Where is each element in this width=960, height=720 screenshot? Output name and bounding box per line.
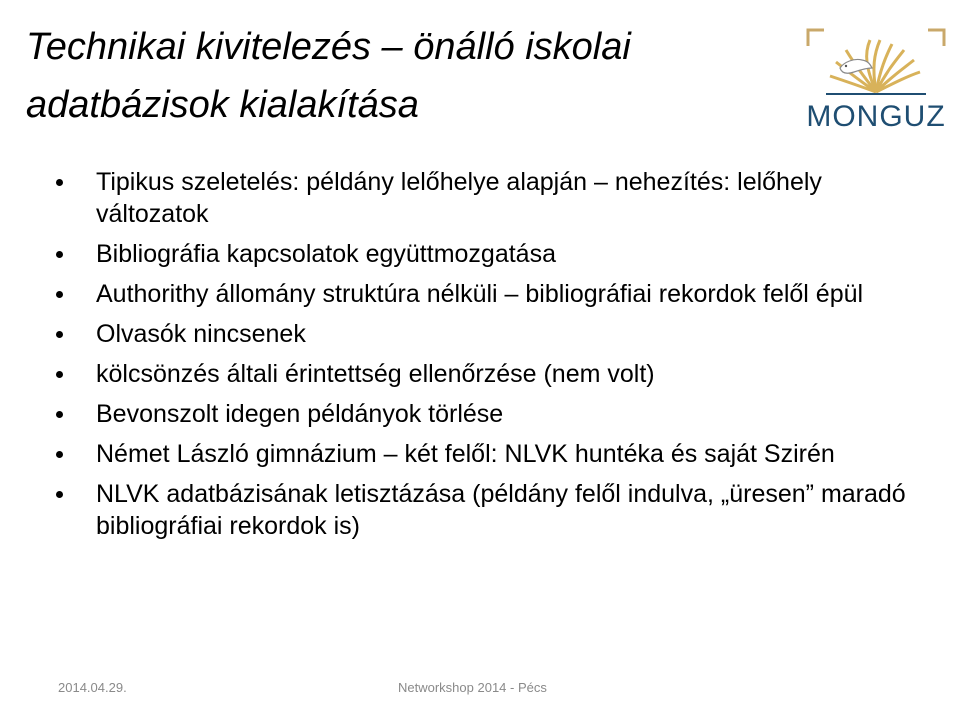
list-item	[54, 166, 934, 230]
bullet-text: Authorithy állomány struktúra nélküli – bibliográfiai rekordok felől épül	[96, 280, 864, 308]
bullet-dot-icon	[56, 291, 63, 298]
monguz-logo-icon	[806, 28, 946, 100]
list-item	[54, 318, 934, 350]
bullet-text: NLVK adatbázisának letisztázása (példány felől indulva, „üresen” maradó bibliográfiai rekordok is)	[96, 480, 906, 540]
slide-title	[26, 18, 786, 134]
monguz-logo	[806, 28, 946, 136]
logo-text: MONGUZ	[806, 100, 946, 133]
bullet-dot-icon	[56, 251, 63, 258]
list-item	[54, 438, 934, 470]
bullet-dot-icon	[56, 411, 63, 418]
bullet-dot-icon	[56, 179, 63, 186]
footer-event: Networkshop 2014 - Pécs	[398, 680, 547, 695]
bullet-text: Bibliográfia kapcsolatok együttmozgatása	[96, 240, 556, 268]
title-line-2: adatbázisok kialakítása	[26, 84, 419, 126]
bullet-dot-icon	[56, 491, 63, 498]
list-item	[54, 478, 934, 542]
list-item	[54, 238, 934, 270]
bullet-text: Olvasók nincsenek	[96, 320, 306, 348]
bullet-dot-icon	[56, 451, 63, 458]
bullet-text: kölcsönzés általi érintettség ellenőrzése (nem volt)	[96, 360, 655, 388]
bullet-text: Német László gimnázium – két felől: NLVK huntéka és saját Szirén	[96, 440, 835, 468]
title-line-1: Technikai kivitelezés – önálló iskolai	[26, 26, 631, 68]
bullet-dot-icon	[56, 371, 63, 378]
list-item	[54, 278, 934, 310]
bullet-text: Bevonszolt idegen példányok törlése	[96, 400, 504, 428]
bullet-text: Tipikus szeletelés: példány lelőhelye alapján – nehezítés: lelőhely változatok	[96, 168, 822, 228]
bullet-list	[54, 166, 934, 550]
list-item	[54, 398, 934, 430]
footer-date: 2014.04.29.	[58, 680, 127, 695]
list-item	[54, 358, 934, 390]
bullet-dot-icon	[56, 331, 63, 338]
